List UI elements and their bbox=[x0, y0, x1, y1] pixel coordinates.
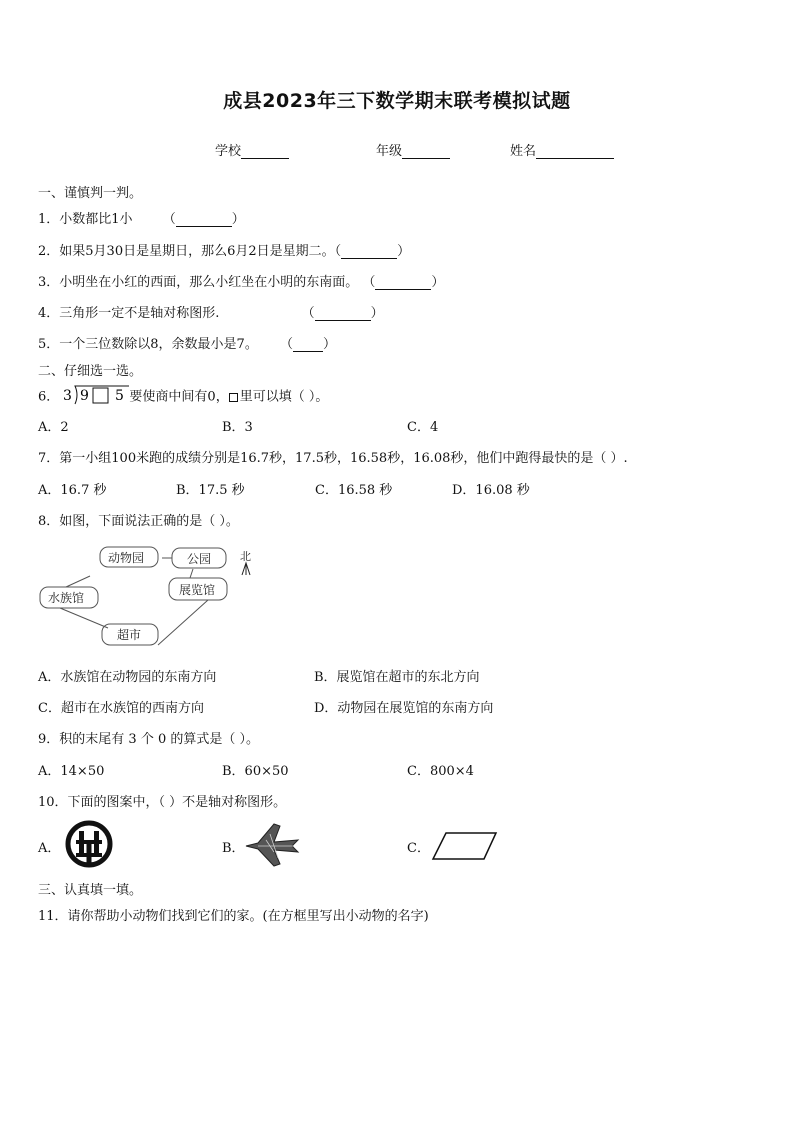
name-field[interactable] bbox=[510, 140, 614, 159]
section-3-heading: 三、认真填一填。 bbox=[38, 883, 143, 898]
q9-number: 9． bbox=[38, 732, 60, 747]
q1-paren-close: ） bbox=[231, 212, 245, 227]
parallelogram-icon bbox=[430, 830, 500, 862]
q5-number: 5． bbox=[38, 337, 60, 352]
grade-field[interactable] bbox=[376, 140, 450, 159]
airplane-icon bbox=[244, 822, 300, 868]
question-8 bbox=[38, 510, 239, 529]
path-zoo-aquarium bbox=[66, 576, 90, 587]
q2-answer-blank[interactable] bbox=[341, 245, 397, 259]
q11-number: 11． bbox=[38, 909, 68, 924]
q10-option-c[interactable]: C． bbox=[407, 841, 430, 856]
q6-option-a[interactable]: A．2 bbox=[38, 420, 69, 435]
q8-option-c[interactable]: C．超市在水族馆的西南方向 bbox=[38, 701, 204, 716]
q6-option-b[interactable]: B．3 bbox=[222, 420, 253, 435]
q3-number: 3． bbox=[38, 275, 60, 290]
question-3 bbox=[38, 271, 444, 290]
q9-option-c[interactable]: C．800×4 bbox=[407, 764, 474, 779]
q2-text: 如果5月30日是星期日，那么6月2日是星期二。（ bbox=[59, 244, 342, 259]
q7-text: 第一小组100米跑的成绩分别是16.7秒，17.5秒，16.58秒，16.08秒，他们中跑得最快的是（ ）. bbox=[59, 451, 628, 466]
q6-text-b: 里可以填（ ）。 bbox=[239, 389, 329, 405]
market-label: 超市 bbox=[117, 628, 142, 642]
q8-option-a[interactable]: A．水族馆在动物园的东南方向 bbox=[38, 670, 217, 685]
north-label: 北 bbox=[240, 550, 251, 563]
q5-text: 一个三位数除以8，余数最小是7。 bbox=[59, 337, 258, 352]
q11-text: 请你帮助小动物们找到它们的家。(在方框里写出小动物的名字) bbox=[67, 909, 429, 924]
park-label: 公园 bbox=[187, 552, 212, 566]
question-1 bbox=[38, 208, 245, 227]
q3-text: 小明坐在小红的西面，那么小红坐在小明的东南面。 （ bbox=[59, 275, 376, 290]
school-blank[interactable] bbox=[241, 145, 289, 159]
path-park-exhibit bbox=[190, 569, 193, 578]
q9-option-b[interactable]: B．60×50 bbox=[222, 764, 289, 779]
q7-option-c[interactable]: C．16.58 秒 bbox=[315, 483, 393, 498]
q9-option-a[interactable]: A．14×50 bbox=[38, 764, 105, 779]
q10-option-a[interactable]: A． bbox=[38, 841, 61, 856]
q1-number: 1． bbox=[38, 212, 60, 227]
path-aquarium-market bbox=[60, 608, 108, 628]
q10-number: 10． bbox=[38, 795, 68, 810]
q1-answer-blank[interactable] bbox=[176, 213, 232, 227]
q4-paren-open: （ bbox=[301, 306, 315, 321]
q6-number: 6． bbox=[38, 389, 60, 405]
q5-answer-blank[interactable] bbox=[293, 338, 323, 352]
exhibit-label: 展览馆 bbox=[179, 583, 216, 597]
aquarium-label: 水族馆 bbox=[48, 591, 85, 605]
q10-option-b[interactable]: B． bbox=[222, 841, 245, 856]
q5-paren-open: （ bbox=[279, 337, 293, 352]
page-title: 成县2023年三下数学期末联考模拟试题 bbox=[223, 90, 571, 112]
q8-text: 如图，下面说法正确的是（ ）。 bbox=[59, 514, 239, 529]
q9-text: 积的末尾有 3 个 0 的算式是（ ）。 bbox=[59, 732, 259, 747]
long-division-figure bbox=[63, 383, 129, 411]
q7-option-b[interactable]: B．17.5 秒 bbox=[176, 483, 245, 498]
name-blank[interactable] bbox=[536, 145, 614, 159]
question-2 bbox=[38, 240, 410, 259]
north-arrow-icon bbox=[242, 563, 250, 575]
question-5 bbox=[38, 333, 336, 352]
q7-option-a[interactable]: A．16.7 秒 bbox=[38, 483, 107, 498]
school-field[interactable] bbox=[215, 140, 289, 159]
dividend-last-digit: 5 bbox=[115, 388, 125, 404]
q3-answer-blank[interactable] bbox=[375, 276, 431, 290]
section-2-heading: 二、仔细选一选。 bbox=[38, 364, 143, 379]
small-box-icon bbox=[229, 393, 238, 402]
q3-paren-close: ） bbox=[431, 275, 445, 290]
question-4 bbox=[38, 302, 384, 321]
dividend-first-digit: 9 bbox=[80, 388, 90, 404]
q2-number: 2． bbox=[38, 244, 60, 259]
q4-answer-blank[interactable] bbox=[315, 307, 371, 321]
divisor: 3 bbox=[63, 388, 73, 404]
q6-text-a: 要使商中间有0， bbox=[129, 389, 229, 405]
zoo-label: 动物园 bbox=[108, 551, 145, 565]
dividend-blank-box[interactable] bbox=[93, 388, 108, 403]
name-label: 姓名 bbox=[510, 144, 537, 159]
question-6 bbox=[38, 383, 328, 411]
school-label: 学校 bbox=[215, 144, 242, 159]
q6-option-c[interactable]: C．4 bbox=[407, 420, 439, 435]
q10-text: 下面的图案中，（ ）不是轴对称图形。 bbox=[67, 795, 287, 810]
q2-paren-close: ） bbox=[397, 244, 411, 259]
path-market-exhibit bbox=[158, 600, 208, 645]
q8-option-b[interactable]: B．展览馆在超市的东北方向 bbox=[314, 670, 480, 685]
question-7 bbox=[38, 447, 628, 466]
section-1-heading: 一、谨慎判一判。 bbox=[38, 186, 143, 201]
direction-map-figure bbox=[38, 540, 268, 652]
q7-option-d[interactable]: D．16.08 秒 bbox=[452, 483, 530, 498]
question-11 bbox=[38, 905, 429, 924]
q4-number: 4． bbox=[38, 306, 60, 321]
bank-logo-icon bbox=[62, 820, 116, 868]
q1-text: 小数都比1小 bbox=[59, 212, 133, 227]
question-10 bbox=[38, 791, 286, 810]
q7-number: 7． bbox=[38, 451, 60, 466]
grade-blank[interactable] bbox=[402, 145, 450, 159]
q4-paren-close: ） bbox=[370, 306, 384, 321]
q4-text: 三角形一定不是轴对称图形. bbox=[59, 306, 220, 321]
grade-label: 年级 bbox=[376, 144, 403, 159]
q1-paren-open: （ bbox=[162, 212, 176, 227]
q5-paren-close: ） bbox=[322, 337, 336, 352]
question-9 bbox=[38, 728, 259, 747]
q8-option-d[interactable]: D．动物园在展览馆的东南方向 bbox=[314, 701, 494, 716]
q8-number: 8． bbox=[38, 514, 60, 529]
